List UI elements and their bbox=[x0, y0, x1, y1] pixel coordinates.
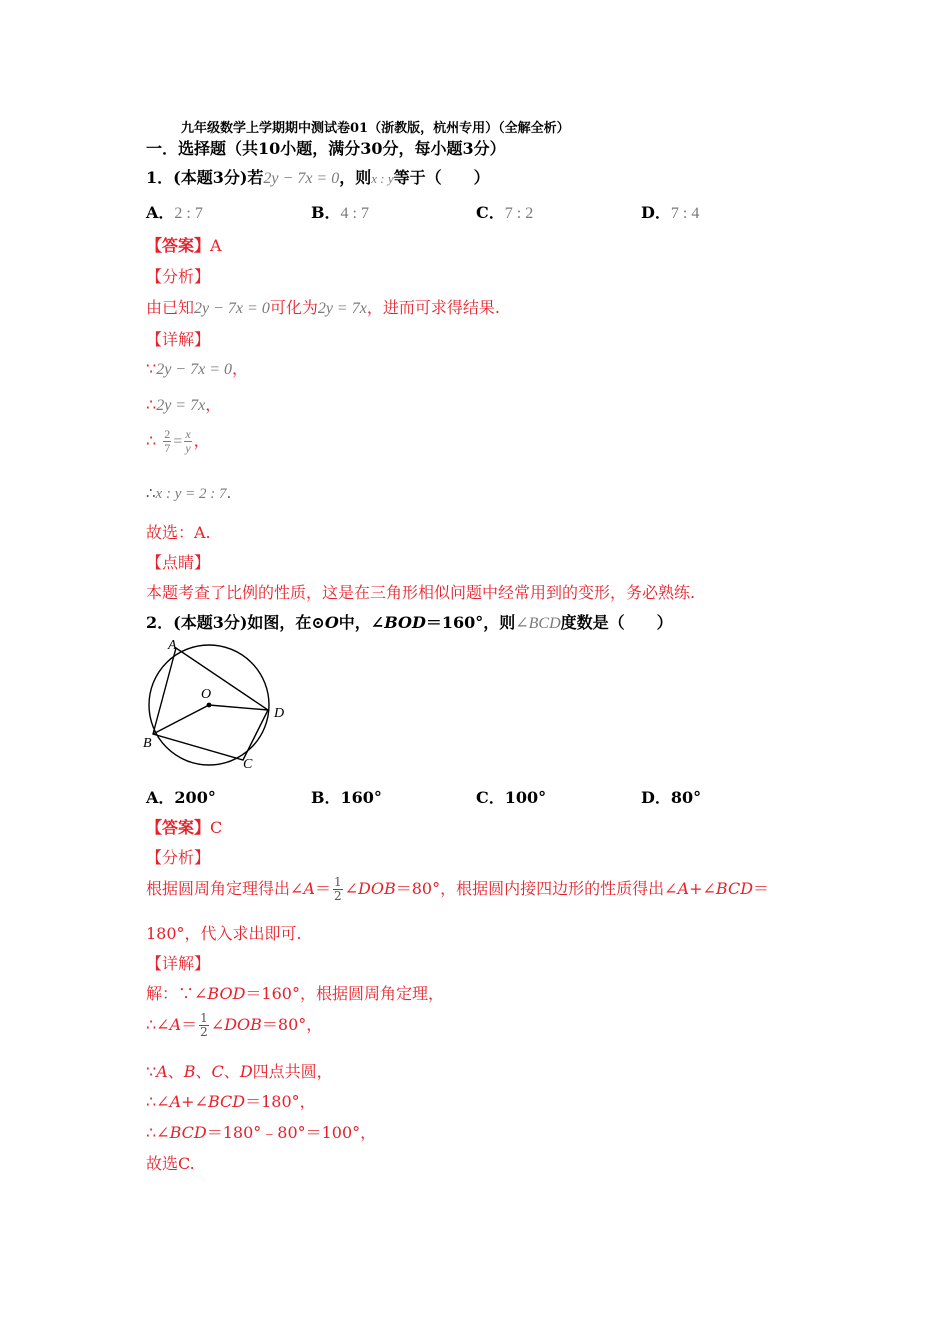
q1-tip: 本题考查了比例的性质，这是在三角形相似问题中经常用到的变形，务必熟练. bbox=[146, 583, 696, 602]
angle-bod bbox=[153, 705, 268, 734]
question-2: 2．(本题3分)如图，在⊙O中，∠BOD＝160°，则∠BCD度数是（ ） bbox=[146, 613, 673, 632]
fraction-x-y: $\frac{x}{y}$ bbox=[185, 427, 191, 455]
q2-analysis-line-1: 根据圆周角定理得出∠A＝ $\frac{1}{2}$ ∠DOB＝80°，根据圆内接四边形的性质得出∠A+∠BCD＝ bbox=[146, 875, 770, 903]
q2-detail-1: 解：∵∠BOD＝160°，根据圆周角定理， bbox=[146, 984, 444, 1003]
q2-option-c: C．100° bbox=[476, 788, 547, 807]
fraction-2-7: $\frac{2}{7}$ bbox=[164, 427, 171, 455]
q1-option-d: D．7 : 4 bbox=[641, 203, 700, 222]
q2-option-d: D．80° bbox=[641, 788, 702, 807]
q1-choose: 故选：A. bbox=[146, 523, 211, 542]
q1-tip-tag: 【点睛】 bbox=[146, 553, 211, 572]
q2-detail-2: ∴∠A＝ $\frac{1}{2}$ ∠DOB＝80°， bbox=[146, 1011, 323, 1039]
q1-answer: 【答案】A bbox=[146, 236, 222, 255]
center-point bbox=[207, 703, 212, 708]
label-a: A bbox=[168, 638, 177, 653]
q2-choose: 故选C. bbox=[146, 1154, 195, 1173]
q2-detail-tag: 【详解】 bbox=[146, 954, 211, 973]
label-b: B bbox=[143, 736, 152, 751]
q2-detail-4: ∴∠A+∠BCD＝180°， bbox=[146, 1092, 316, 1111]
q1-step-1: ∵2y − 7x = 0， bbox=[146, 359, 248, 378]
q1-step-4: ∴x : y = 2 : 7. bbox=[146, 484, 232, 502]
q1-option-b: B．4 : 7 bbox=[311, 203, 369, 222]
q1-step-2: ∴2y = 7x， bbox=[146, 395, 222, 414]
q2-detail-3: ∵A、B、C、D四点共圆， bbox=[146, 1062, 333, 1081]
label-d: D bbox=[274, 706, 285, 721]
q1-option-c: C．7 : 2 bbox=[476, 203, 534, 222]
q1-analysis: 由已知2y − 7x = 0可化为2y = 7x，进而可求得结果. bbox=[146, 298, 500, 317]
q2-analysis-tag: 【分析】 bbox=[146, 848, 211, 867]
label-o: O bbox=[201, 687, 212, 702]
label-c: C bbox=[243, 757, 253, 772]
q2-detail-5: ∴∠BCD＝180°﹣80°＝100°， bbox=[146, 1123, 377, 1142]
q1-detail-tag: 【详解】 bbox=[146, 330, 211, 349]
q2-analysis-line-2: 180°，代入求出即可. bbox=[146, 924, 302, 943]
circle-figure bbox=[140, 635, 295, 775]
q1-option-a: A．2 : 7 bbox=[146, 203, 203, 222]
q2-answer: 【答案】C bbox=[146, 818, 223, 837]
section-heading: 一．选择题（共10小题，满分30分，每小题3分） bbox=[146, 139, 506, 158]
q1-analysis-tag: 【分析】 bbox=[146, 267, 211, 286]
document-title: 九年级数学上学期期中测试卷01（浙教版，杭州专用）（全解全析） bbox=[181, 121, 570, 136]
q1-step-3: ∴ $\frac{2}{7}$ = $\frac{x}{y}$ ， bbox=[146, 427, 210, 455]
fraction-one-half: $\frac{1}{2}$ bbox=[334, 875, 342, 903]
q2-option-a: A．200° bbox=[146, 788, 216, 807]
q2-option-b: B．160° bbox=[311, 788, 382, 807]
question-1: 1．(本题3分)若2y − 7x = 0，则x : y等于（ ） bbox=[146, 168, 490, 187]
fraction-one-half-detail: $\frac{1}{2}$ bbox=[200, 1011, 208, 1039]
